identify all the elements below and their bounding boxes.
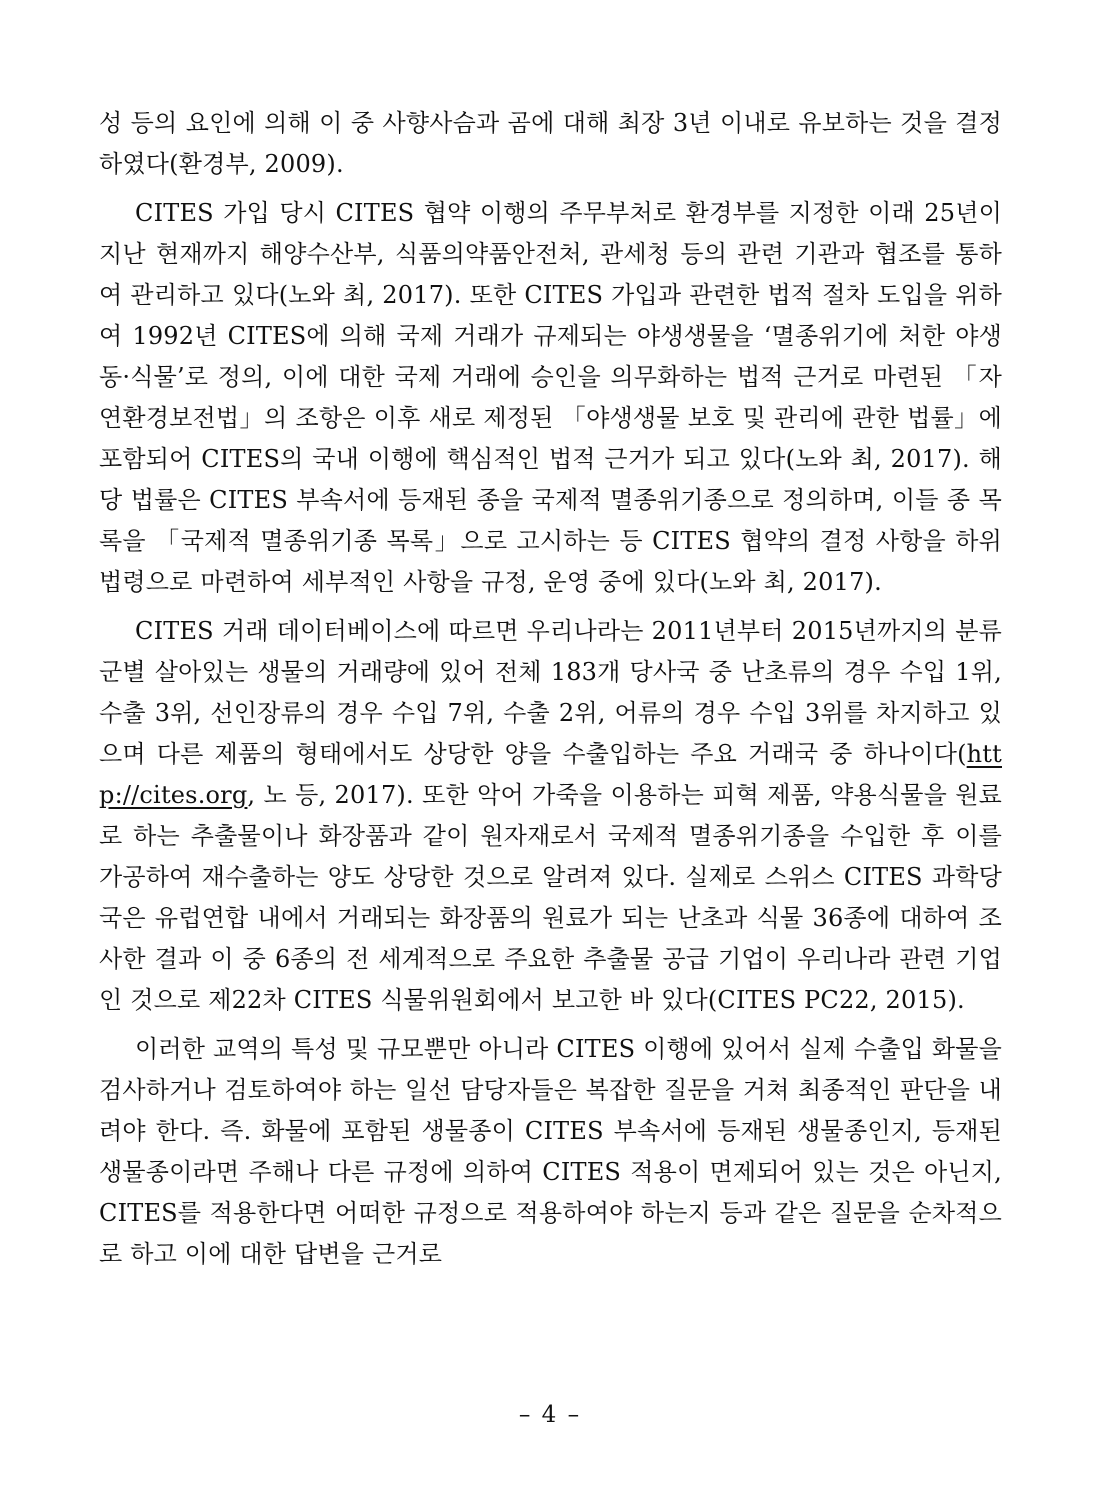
paragraph-implementation-questions: 이러한 교역의 특성 및 규모뿐만 아니라 CITES 이행에 있어서 실제 수출입 화물을 검사하거나 검토하여야 하는 일선 담당자들은 복잡한 질문을 거쳐 최종적인 판단을 내려야 한다. 즉. 화물에 포함된 생물종이 CITES 부속서에 등재된 생물종인지, 등재된 생물종이라면 주해나 다른 규정에 의하여 CITES 적용이 면제되어 있는 것은 아닌지, CITES를 적용한다면 어떠한 규정으로 적용하여야 하는지 등과 같은 질문을 순차적으로 하고 이에 대한 답변을 근거로 — [99, 1035, 1002, 1268]
paragraph-trade-database — [99, 611, 1002, 1021]
paragraph-cites-accession: CITES 가입 당시 CITES 협약 이행의 주무부처로 환경부를 지정한 이래 25년이 지난 현재까지 해양수산부, 식품의약품안전처, 관세청 등의 관련 기관과 협조를 통하여 관리하고 있다(노와 최, 2017). 또한 CITES 가입과 관련한 법적 절차 도입을 위하여 1992년 CITES에 의해 국제 거래가 규제되는 야생생물을 ‘멸종위기에 처한 야생동·식물’로 정의, 이에 대한 국제 거래에 승인을 의무화하는 법적 근거로 마련된 「자연환경보전법」의 조항은 이후 새로 제정된 「야생생물 보호 및 관리에 관한 법률」에 포함되어 CITES의 국내 이행에 핵심적인 법적 근거가 되고 있다(노와 최, 2017). 해당 법률은 CITES 부속서에 등재된 종을 국제적 멸종위기종으로 정의하며, 이들 종 목록을 「국제적 멸종위기종 목록」으로 고시하는 등 CITES 협약의 결정 사항을 하위 법령으로 마련하여 세부적인 사항을 규정, 운영 중에 있다(노와 최, 2017). — [99, 199, 1002, 596]
page-number: – 4 – — [518, 1402, 582, 1428]
paragraph-text-after-link: , 노 등, 2017). 또한 악어 가죽을 이용하는 피혁 제품, 약용식물을 원료로 하는 추출물이나 화장품과 같이 원자재로서 국제적 멸종위기종을 수입한 후 이를 가공하여 재수출하는 양도 상당한 것으로 알려져 있다. 실제로 스위스 CITES 과학당국은 유럽연합 내에서 거래되는 화장품의 원료가 되는 난초과 식물 36종에 대하여 조사한 결과 이 중 6종의 전 세계적으로 주요한 추출물 공급 기업이 우리나라 관련 기업인 것으로 제22차 CITES 식물위원회에서 보고한 바 있다(CITES PC22, 2015). — [99, 781, 1002, 1014]
paragraph-continuation: 성 등의 요인에 의해 이 중 사향사슴과 곰에 대해 최장 3년 이내로 유보하는 것을 결정하였다(환경부, 2009). — [99, 109, 1002, 178]
cites-org-link[interactable]: http://cites.org — [99, 740, 1002, 809]
paragraph-text-before-link: CITES 거래 데이터베이스에 따르면 우리나라는 2011년부터 2015년까지의 분류군별 살아있는 생물의 거래량에 있어 전체 183개 당사국 중 난초류의 경우 수입 1위, 수출 3위, 선인장류의 경우 수입 7위, 수출 2위, 어류의 경우 수입 3위를 차지하고 있으며 다른 제품의 형태에서도 상당한 양을 수출입하는 주요 거래국 중 하나이다( — [99, 617, 1002, 768]
page-body-text — [99, 103, 1002, 1283]
